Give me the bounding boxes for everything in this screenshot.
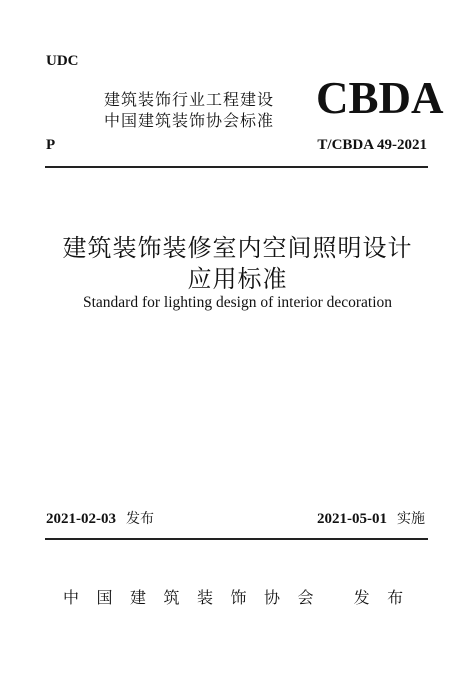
publisher-line: 中国建筑装饰协会 发布 [63,588,421,607]
cbda-logo: CBDA [316,73,444,123]
issue-date: 2021-02-03 [46,511,116,527]
org-line-1: 建筑装饰行业工程建设 [104,90,275,109]
title-zh-line-1: 建筑装饰装修室内空间照明设计 [62,234,413,262]
org-line-2: 中国建筑装饰协会标准 [104,111,275,130]
udc-label: UDC [46,53,79,69]
title-en: Standard for lighting design of interior decoration [82,294,393,311]
title-zh-line-2: 应用标准 [187,265,288,293]
issue-label: 发布 [126,511,154,527]
classification-code: P [46,137,56,153]
standard-number: T/CBDA 49-2021 [317,137,427,153]
effective-label: 实施 [397,511,425,527]
effective-date-block [317,508,425,528]
issue-date-block [46,508,154,528]
effective-date: 2021-05-01 [317,511,387,527]
footer-divider [45,538,428,540]
header-divider [45,166,428,168]
